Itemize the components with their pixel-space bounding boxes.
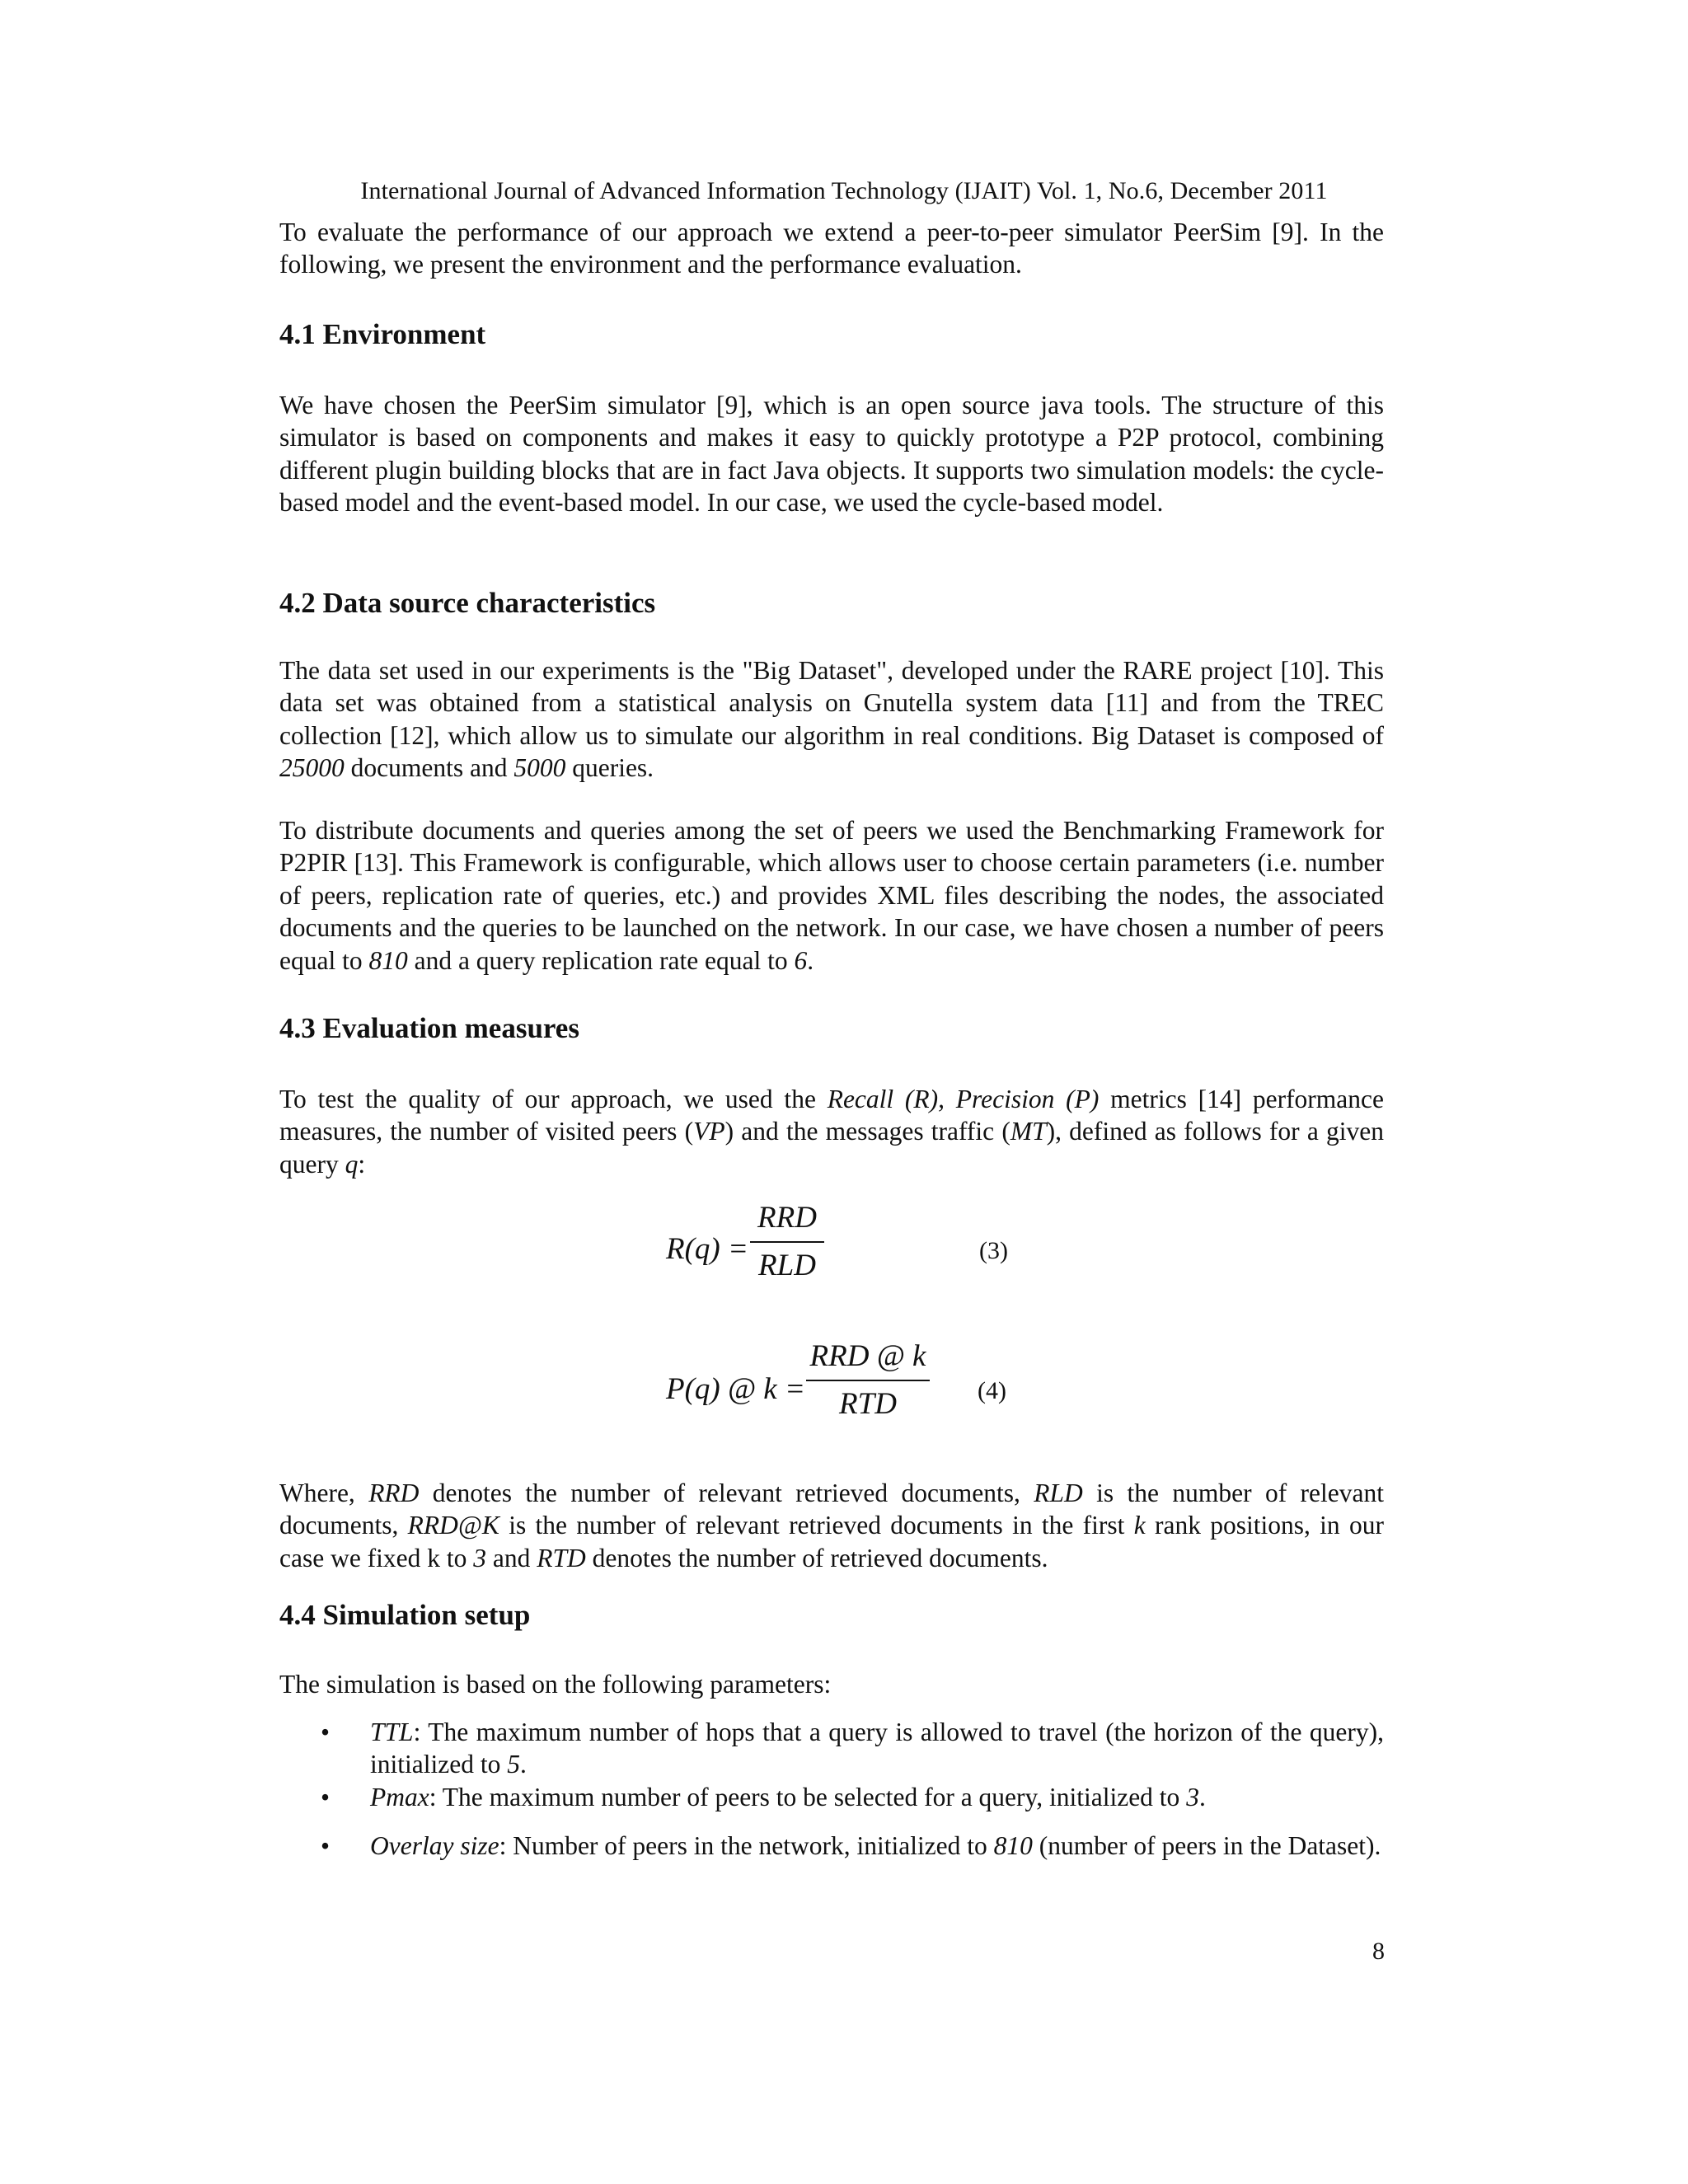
parameter-value: 3 — [1186, 1782, 1199, 1811]
running-header: International Journal of Advanced Information Technology (IJAIT) Vol. 1, No.6, December 2011 — [360, 177, 1328, 204]
text-run: . — [1198, 1782, 1206, 1811]
equation-3-number: (3) — [979, 1237, 1008, 1264]
list-item — [279, 1830, 1384, 1862]
text-run: denotes the number of retrieved documents. — [585, 1543, 1048, 1572]
text-run: queries. — [565, 753, 654, 783]
simulation-intro-text: The simulation is based on the following parameters: — [279, 1670, 832, 1699]
text-run: . — [807, 945, 814, 975]
text-run: metrics [14] performance measures, the number of visited peers ( — [279, 1085, 1384, 1146]
replication-rate: 6 — [794, 945, 808, 975]
documents-count: 25000 — [279, 753, 345, 783]
parameter-value: 5 — [507, 1750, 520, 1779]
section-heading-4-3: 4.3 Evaluation measures — [279, 1012, 579, 1044]
text-run: : The maximum number of peers to be selected for a query, initialized to — [429, 1782, 1187, 1811]
rtd-term: RTD — [537, 1543, 586, 1572]
text-run: : The maximum number of hops that a query is allowed to travel (the horizon of the query), initialized to — [370, 1718, 1384, 1779]
text-run: Where, — [279, 1479, 369, 1507]
k-value: 3 — [473, 1543, 487, 1572]
bullet-icon: • — [321, 1831, 331, 1861]
intro-paragraph — [279, 216, 1384, 281]
text-run: ), defined as follows for a given query — [279, 1117, 1384, 1179]
text-run: is the number of relevant retrieved documents in the first — [499, 1511, 1134, 1540]
section-heading-4-2: 4.2 Data source characteristics — [279, 587, 656, 619]
mt-term: MT — [1010, 1117, 1047, 1146]
parameter-list — [279, 1716, 1384, 1863]
text-run: and — [486, 1543, 537, 1572]
text-run: To distribute documents and queries among the set of peers we used the Benchmarking Framework for P2PIR [13]. This Framework is configurable, which allows user to choose certain parameters (i.e. number of peers, replication rate of queries, etc.) and provides XML files describing the nodes, the associated documents and the queries to be launched on the network. In our case, we have chosen a number of peers equal to — [279, 816, 1384, 975]
peers-count: 810 — [368, 945, 408, 975]
rrdk-term: RRD@K — [407, 1511, 499, 1540]
text-run: : — [358, 1149, 366, 1179]
rrd-term: RRD — [368, 1479, 420, 1507]
section-heading-4-4: 4.4 Simulation setup — [279, 1599, 531, 1631]
queries-count: 5000 — [513, 753, 566, 783]
intro-text: To evaluate the performance of our approach we extend a peer-to-peer simulator PeerSim [9]. In the following, we present the environment and the performance evaluation. — [279, 218, 1384, 279]
equation-3-denominator: RLD — [758, 1249, 816, 1282]
text-run: . — [519, 1750, 527, 1779]
text-run: is the number of relevant documents, — [279, 1479, 1384, 1540]
text-run: documents and — [344, 753, 514, 783]
equation-4-number: (4) — [978, 1377, 1006, 1404]
equation-4-denominator: RTD — [839, 1387, 897, 1421]
k-term: k — [1133, 1511, 1146, 1540]
text-run: rank positions, in our case we fixed k to — [279, 1511, 1384, 1572]
equation-4-lhs: P(q) @ k = — [666, 1372, 805, 1406]
section-heading-4-1: 4.1 Environment — [279, 318, 486, 350]
evaluation-paragraph-2 — [279, 1477, 1384, 1574]
equation-3-numerator: RRD — [757, 1201, 817, 1235]
page-number: 8 — [1372, 1938, 1385, 1965]
text-run: The data set used in our experiments is the "Big Dataset", developed under the RARE project [10]. This data set was obtained from a statistical analysis on Gnutella system data [11] and from the TREC collection [12], which allow us to simulate our algorithm in real conditions. Big Dataset is composed of — [279, 656, 1384, 750]
text-run: denotes the number of relevant retrieved documents, — [419, 1479, 1034, 1507]
fraction-bar — [806, 1380, 930, 1381]
data-source-paragraph-1 — [279, 654, 1384, 785]
vp-term: VP — [693, 1117, 725, 1146]
simulation-intro — [279, 1668, 1384, 1700]
text-run: : Number of peers in the network, initialized to — [499, 1831, 994, 1861]
list-item — [279, 1781, 1384, 1813]
environment-text: We have chosen the PeerSim simulator [9], which is an open source java tools. The structure of this simulator is based on components and makes it easy to quickly prototype a P2P protocol, combining different plugin building blocks that are in fact Java objects. It supports two simulation models: the cycle-based model and the event-based model. In our case, we used the cycle-based model. — [279, 391, 1384, 518]
fraction-bar — [750, 1241, 824, 1243]
environment-paragraph — [279, 389, 1384, 519]
text-run: (number of peers in the Dataset). — [1032, 1831, 1381, 1861]
bullet-icon: • — [321, 1782, 331, 1811]
text-run: and a query replication rate equal to — [407, 945, 795, 975]
text-run: To test the quality of our approach, we used the — [279, 1085, 828, 1113]
rld-term: RLD — [1034, 1479, 1083, 1507]
list-item — [279, 1716, 1384, 1781]
equation-4-numerator: RRD @ k — [809, 1339, 926, 1373]
equation-3-fraction — [750, 1200, 824, 1284]
parameter-term: TTL — [370, 1718, 414, 1746]
text-run: ) and the messages traffic ( — [724, 1117, 1010, 1146]
evaluation-paragraph-1 — [279, 1083, 1384, 1180]
equation-3-lhs: R(q) = — [666, 1232, 748, 1266]
equation-4-fraction — [806, 1338, 930, 1422]
bullet-icon: • — [321, 1718, 331, 1746]
data-source-paragraph-2 — [279, 814, 1384, 977]
parameter-term: Pmax — [370, 1782, 429, 1811]
q-term: q — [345, 1149, 359, 1179]
metrics-term: Recall (R), Precision (P) — [827, 1085, 1100, 1113]
parameter-term: Overlay size — [370, 1831, 499, 1861]
parameter-value: 810 — [993, 1831, 1033, 1861]
